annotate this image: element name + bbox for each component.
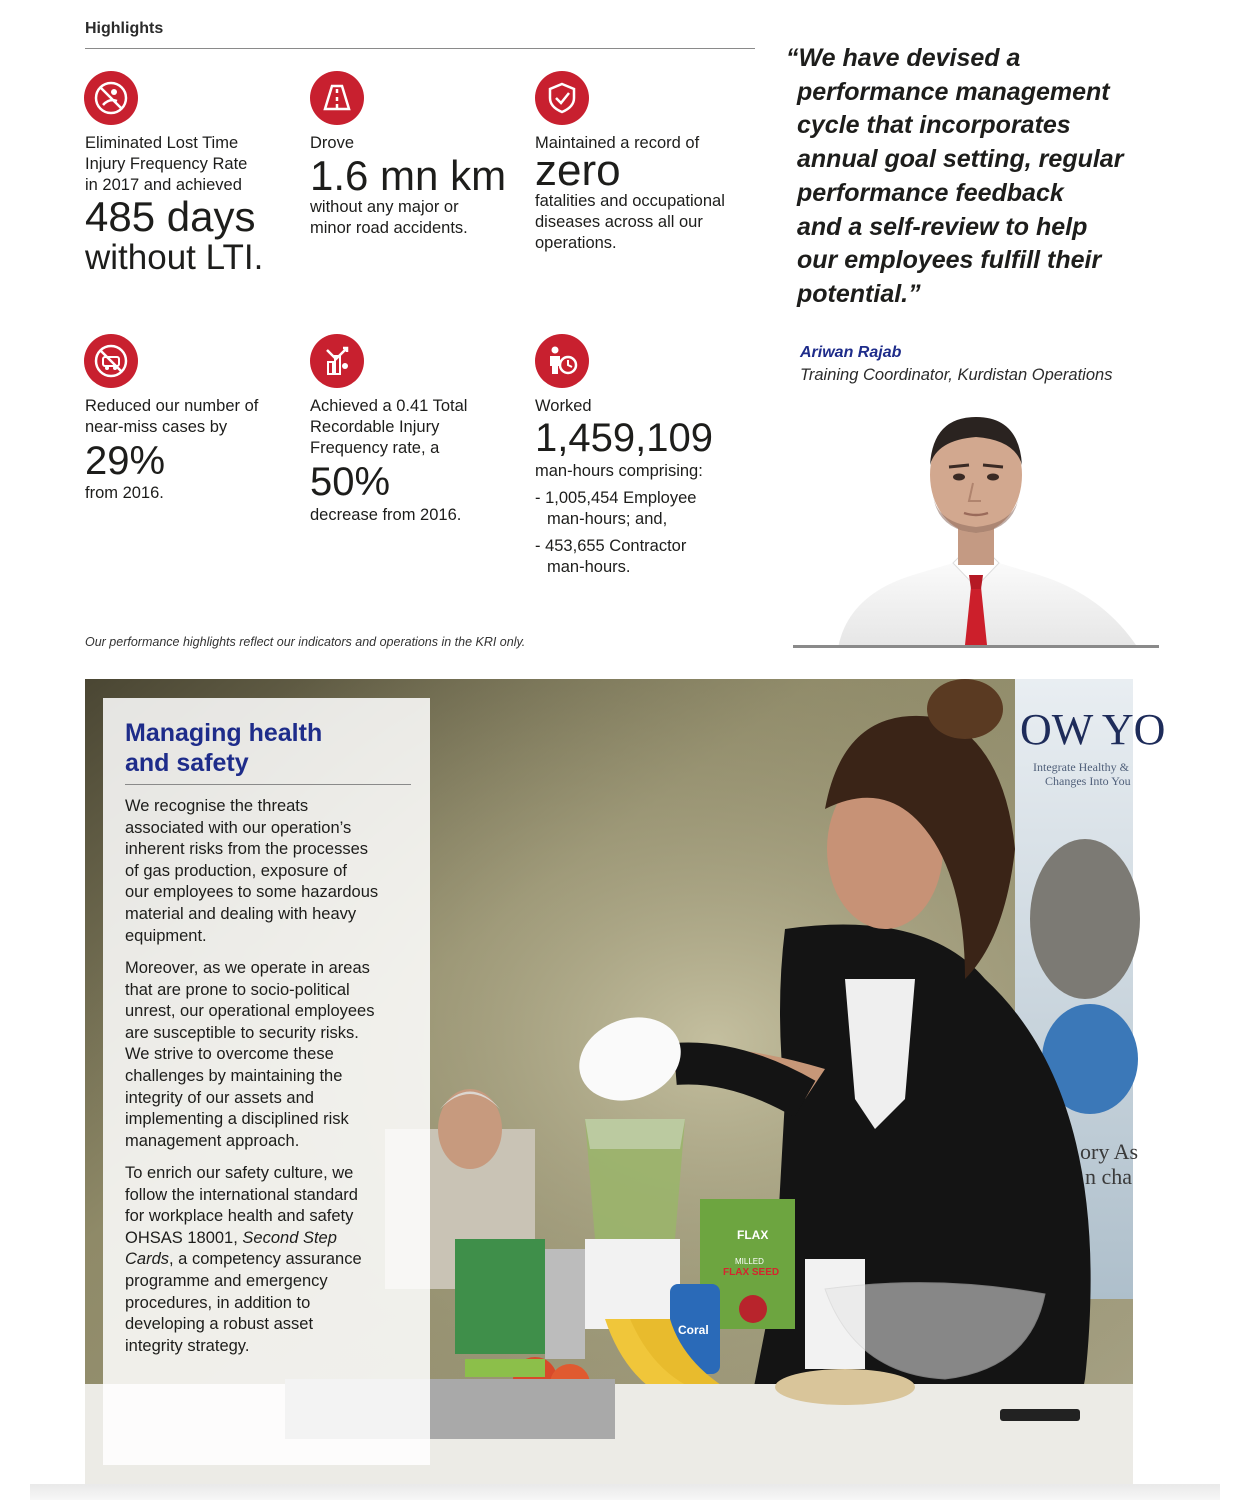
highlight-5-pre-2: Recordable Injury <box>310 418 440 436</box>
p1-line: of gas production, exposure of <box>125 861 347 880</box>
quote-line-6: and a self-review to help <box>797 212 1088 241</box>
quote-line-3: cycle that incorporates <box>797 111 1071 140</box>
p3-line <box>125 1228 415 1250</box>
quote-author-role: Training Coordinator, Kurdistan Operations <box>800 366 1113 384</box>
highlight-6-post: man-hours comprising: <box>535 462 703 480</box>
banner-heading: OW YO <box>1020 705 1166 754</box>
p2-line: unrest, our operational employees <box>125 1002 375 1021</box>
section-title: Highlights <box>85 20 164 37</box>
highlight-6-list-1-b: man-hours; and, <box>547 510 668 528</box>
p2-line: are susceptible to security risks. <box>125 1023 359 1042</box>
highlight-2-value: 1.6 mn km <box>310 152 507 199</box>
quote-line-5: performance feedback <box>797 178 1064 207</box>
p3-line: procedures, in addition to <box>125 1293 311 1312</box>
quote-line-1: “We have devised a <box>786 44 1021 72</box>
highlight-3-post-2: diseases across all our <box>535 213 703 231</box>
quote-line-2: performance management <box>797 77 1110 106</box>
p3-italic-text: Second Step <box>242 1228 337 1247</box>
highlight-2-pre: Drove <box>310 134 355 152</box>
panel-title-line-1: Managing health <box>125 719 323 747</box>
p3-text: , a competency assurance <box>169 1250 362 1269</box>
no-accident-icon <box>84 334 138 388</box>
panel-title-line-2: and safety <box>125 749 249 777</box>
page-bottom-edge <box>30 1484 1220 1500</box>
p3-line: developing a robust asset <box>125 1315 314 1334</box>
highlight-4-post: from 2016. <box>85 484 164 502</box>
highlight-1-line-1: Eliminated Lost Time <box>85 134 239 152</box>
highlight-4-pre-1: Reduced our number of <box>85 397 259 415</box>
highlight-2-post-1: without any major or <box>310 198 459 216</box>
highlight-3-pre: Maintained a record of <box>535 134 700 152</box>
panel-title <box>125 718 415 778</box>
quote-author-name: Ariwan Rajab <box>800 344 902 361</box>
p1-line: inherent risks from the processes <box>125 840 369 859</box>
p2-line: We strive to overcome these <box>125 1045 334 1064</box>
banner-lower-2: n cha <box>1085 1164 1133 1189</box>
p1-line: our employees to some hazardous <box>125 883 379 902</box>
banner-subtitle-1: Integrate Healthy & <box>1033 760 1129 774</box>
footnote: Our performance highlights reflect our indicators and operations in the KRI only. <box>85 635 526 649</box>
highlight-6-pre: Worked <box>535 397 592 415</box>
highlight-6-list-2-a: - 453,655 Contractor <box>535 537 687 555</box>
pull-quote <box>786 42 1186 312</box>
highlight-1-line-2: Injury Frequency Rate <box>85 155 248 173</box>
highlight-6-list-2-b: man-hours. <box>547 558 631 576</box>
section-divider <box>85 48 755 49</box>
banner-subtitle-2: Changes Into You <box>1045 774 1131 788</box>
p3-line: integrity strategy. <box>125 1336 250 1355</box>
p3-line: for workplace health and safety <box>125 1207 354 1226</box>
p2-line: implementing a disciplined risk <box>125 1110 349 1129</box>
highlight-6-list-1-a: - 1,005,454 Employee <box>535 489 697 507</box>
highlight-4-pre-2: near-miss cases by <box>85 418 228 436</box>
p2-line: management approach. <box>125 1131 300 1150</box>
highlight-1-value: 485 days <box>85 193 256 240</box>
p1-line: We recognise the threats <box>125 797 309 815</box>
p2-line: Moreover, as we operate in areas <box>125 959 370 977</box>
highlight-5-pre-1: Achieved a 0.41 Total <box>310 397 468 415</box>
highlight-6-value: 1,459,109 <box>535 416 713 460</box>
p3-line: To enrich our safety culture, we <box>125 1164 354 1182</box>
highlight-4-value: 29% <box>85 439 166 483</box>
highlight-3-post-3: operations. <box>535 234 617 252</box>
highlight-5-value: 50% <box>310 460 391 504</box>
p3-line: programme and emergency <box>125 1271 328 1290</box>
highlight-1-line-3: in 2017 and achieved <box>85 176 242 194</box>
highlight-2-post-2: minor road accidents. <box>310 219 468 237</box>
portrait-photo <box>793 405 1159 648</box>
highlight-3-value: zero <box>535 146 621 195</box>
injury-rate-icon <box>310 334 364 388</box>
highlight-5-post: decrease from 2016. <box>310 506 462 524</box>
p1-line: equipment. <box>125 926 207 945</box>
panel-divider <box>125 784 411 785</box>
banner-lower-1: ory As <box>1080 1139 1139 1164</box>
flax-label-1: FLAX <box>737 1228 769 1242</box>
coral-label: Coral <box>678 1323 709 1337</box>
highlight-3-post-1: fatalities and occupational <box>535 192 725 210</box>
p3-text: OHSAS 18001, <box>125 1228 243 1247</box>
p3-line: follow the international standard <box>125 1185 358 1204</box>
road-icon <box>310 71 364 125</box>
flax-label-2: MILLED <box>735 1257 764 1266</box>
quote-line-4: annual goal setting, regular <box>797 145 1124 174</box>
highlight-5-pre-3: Frequency rate, a <box>310 439 440 457</box>
quote-line-7: our employees fulfill their <box>797 246 1102 275</box>
panel-paragraph-1 <box>125 796 415 947</box>
p3-italic-text: Cards <box>125 1250 170 1269</box>
p2-line: challenges by maintaining the <box>125 1066 343 1085</box>
shield-check-icon <box>535 71 589 125</box>
no-injury-icon <box>84 71 138 125</box>
p1-line: associated with our operation’s <box>125 818 352 837</box>
worker-clock-icon <box>535 334 589 388</box>
highlight-1-value-line-2: without LTI. <box>85 238 264 277</box>
p2-line: integrity of our assets and <box>125 1088 314 1107</box>
flax-label-3: FLAX SEED <box>723 1267 780 1278</box>
panel-paragraph-2 <box>125 958 415 1152</box>
p3-line <box>125 1249 415 1271</box>
panel-paragraph-3 <box>125 1163 415 1357</box>
p2-line: that are prone to socio-political <box>125 980 350 999</box>
p1-line: material and dealing with heavy <box>125 904 357 923</box>
quote-line-8: potential.” <box>797 279 921 308</box>
